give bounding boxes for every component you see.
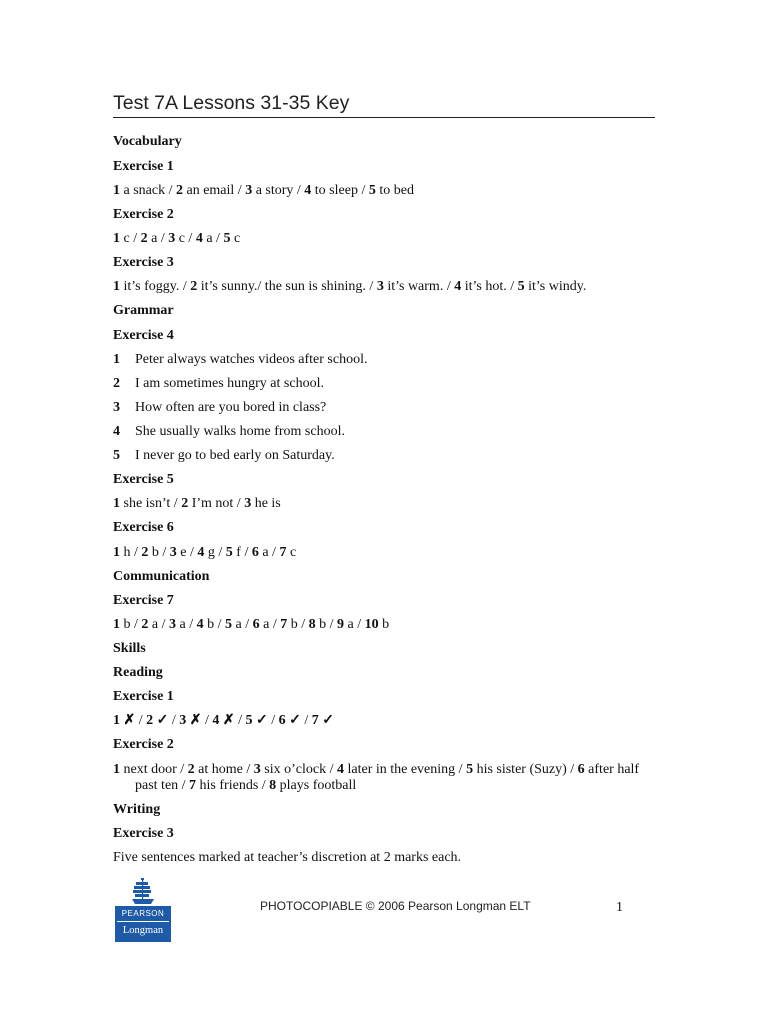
answer-number: 1 xyxy=(113,762,120,777)
answer-line: 1 she isn’t / 2 I’m not / 3 he is xyxy=(113,496,281,511)
list-item-text: I never go to bed early on Saturday. xyxy=(135,448,335,463)
list-item-number: 5 xyxy=(113,448,120,463)
ship-icon xyxy=(115,878,171,906)
answer-number: 5 xyxy=(368,183,376,198)
list-item xyxy=(113,352,655,368)
exercise-heading: Exercise 7 xyxy=(113,593,174,608)
answer-number: 2 xyxy=(141,617,149,632)
answer-number: 7 xyxy=(280,617,288,632)
answer-number: 4 xyxy=(197,545,205,560)
exercise-heading: Exercise 1 xyxy=(113,159,174,174)
answer-number: 1 xyxy=(113,231,120,246)
page-title: Test 7A Lessons 31-35 Key xyxy=(113,91,655,118)
answer-line: Five sentences marked at teacher’s discretion at 2 marks each. xyxy=(113,850,462,865)
answer-number: 3 xyxy=(168,231,176,246)
answer-number: 2 xyxy=(175,183,183,198)
answer-number: 5 xyxy=(466,762,474,777)
list-item xyxy=(113,448,655,464)
answer-line: 1 it’s foggy. / 2 it’s sunny./ the sun is shining. / 3 it’s warm. / 4 it’s hot. / 5 it’s windy. xyxy=(113,279,587,294)
answer-number: 5 xyxy=(225,617,232,632)
answer-number: 7 ✓ xyxy=(311,713,334,728)
section-heading-vocabulary: Vocabulary xyxy=(113,134,182,149)
answer-number: 5 xyxy=(223,231,231,246)
answer-number: 3 xyxy=(253,762,261,777)
list-item-number: 4 xyxy=(113,424,120,439)
answer-number: 2 xyxy=(141,545,149,560)
list-item-number: 2 xyxy=(113,376,120,391)
answer-line: 1 c / 2 a / 3 c / 4 a / 5 c xyxy=(113,231,241,246)
exercise-heading: Exercise 3 xyxy=(113,255,174,270)
answer-number: 8 xyxy=(269,778,277,793)
answer-number: 6 xyxy=(251,545,259,560)
list-item-number: 1 xyxy=(113,352,120,367)
exercise-heading: Exercise 4 xyxy=(113,328,174,343)
answer-number: 3 xyxy=(376,279,384,294)
answer-number: 3 ✗ xyxy=(179,713,202,728)
answer-line-continuation: past ten / 7 his friends / 8 plays football xyxy=(135,778,357,793)
list-item xyxy=(113,424,655,440)
page-number: 1 xyxy=(616,900,623,915)
answer-number: 5 xyxy=(225,545,233,560)
answer-number: 1 xyxy=(113,183,120,198)
answer-number: 2 xyxy=(140,231,148,246)
answer-number: 5 ✓ xyxy=(245,713,268,728)
answer-number: 2 ✓ xyxy=(146,713,169,728)
list-item xyxy=(113,400,655,416)
answer-number: 2 xyxy=(187,762,195,777)
answer-number: 3 xyxy=(169,545,177,560)
list-item-text: I am sometimes hungry at school. xyxy=(135,376,324,391)
answer-number: 6 ✓ xyxy=(278,713,301,728)
exercise-heading: Exercise 1 xyxy=(113,689,174,704)
answer-number: 2 xyxy=(190,279,198,294)
section-heading-skills: Skills xyxy=(113,641,146,656)
logo-text-pearson: PEARSON xyxy=(121,909,165,918)
logo-text-longman: Longman xyxy=(122,925,164,936)
answer-number: 7 xyxy=(189,778,197,793)
answer-number: 4 xyxy=(454,279,462,294)
answer-number: 4 xyxy=(196,617,204,632)
answer-number: 4 xyxy=(336,762,344,777)
subsection-heading-writing: Writing xyxy=(113,802,161,817)
answer-number: 6 xyxy=(577,762,585,777)
answer-number: 10 xyxy=(364,617,379,632)
answer-number: 6 xyxy=(252,617,260,632)
list-item-text: She usually walks home from school. xyxy=(135,424,345,439)
pearson-longman-logo xyxy=(115,878,171,944)
answer-number: 1 xyxy=(113,279,120,294)
list-item-number: 3 xyxy=(113,400,120,415)
section-heading-communication: Communication xyxy=(113,569,210,584)
copyright-notice: PHOTOCOPIABLE © 2006 Pearson Longman ELT xyxy=(260,899,531,913)
subsection-heading-reading: Reading xyxy=(113,665,163,680)
exercise-heading: Exercise 5 xyxy=(113,472,174,487)
list-item-text: Peter always watches videos after school. xyxy=(135,352,368,367)
answer-line: 1 ✗ / 2 ✓ / 3 ✗ / 4 ✗ / 5 ✓ / 6 ✓ / 7 ✓ xyxy=(113,713,334,728)
exercise-heading: Exercise 2 xyxy=(113,737,174,752)
exercise-heading: Exercise 3 xyxy=(113,826,174,841)
answer-number: 1 xyxy=(113,617,120,632)
answer-number: 1 xyxy=(113,545,120,560)
answer-line: 1 b / 2 a / 3 a / 4 b / 5 a / 6 a / 7 b / 8 b / 9 a / 10 b xyxy=(113,617,390,632)
answer-number: 3 xyxy=(169,617,176,632)
answer-number: 1 ✗ xyxy=(113,713,136,728)
answer-number: 9 xyxy=(337,617,344,632)
exercise-heading: Exercise 2 xyxy=(113,207,174,222)
answer-line: 1 a snack / 2 an email / 3 a story / 4 to sleep / 5 to bed xyxy=(113,183,414,198)
answer-line: 1 next door / 2 at home / 3 six o’clock / 4 later in the evening / 5 his sister (Suzy) / 6 after half xyxy=(113,762,640,777)
list-item xyxy=(113,376,655,392)
answer-number: 3 xyxy=(244,496,252,511)
answer-number: 4 ✗ xyxy=(212,713,235,728)
answer-number: 4 xyxy=(304,183,312,198)
answer-number: 3 xyxy=(245,183,253,198)
section-heading-grammar: Grammar xyxy=(113,303,174,318)
answer-number: 8 xyxy=(308,617,316,632)
answer-number: 5 xyxy=(517,279,525,294)
answer-number: 4 xyxy=(195,231,203,246)
answer-line: 1 h / 2 b / 3 e / 4 g / 5 f / 6 a / 7 c xyxy=(113,545,297,560)
exercise-heading: Exercise 6 xyxy=(113,520,174,535)
answer-number: 1 xyxy=(113,496,120,511)
answer-number: 2 xyxy=(181,496,189,511)
list-item-text: How often are you bored in class? xyxy=(135,400,327,415)
answer-number: 7 xyxy=(279,545,287,560)
